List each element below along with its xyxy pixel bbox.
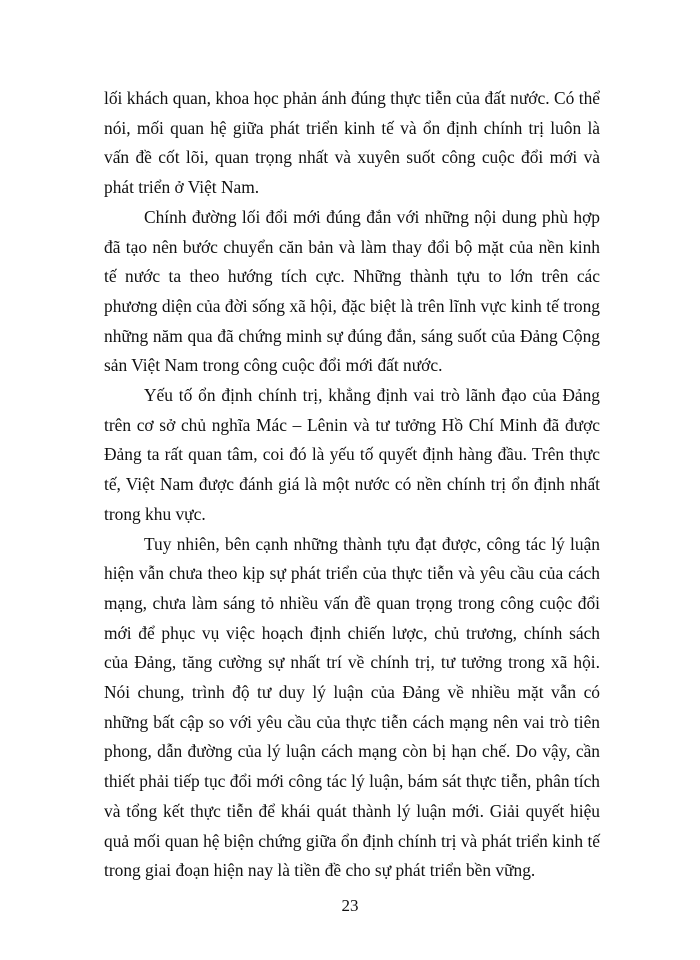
paragraph-4: Tuy nhiên, bên cạnh những thành tựu đạt được, công tác lý luận hiện vẫn chưa theo kịp sự phát triển của thực tiễn và yêu cầu của cách mạng, chưa làm sáng tỏ nhiều vấn đề quan trọng trong công cuộc đổi mới để phục vụ việc hoạch định chiến lược, chủ trương, chính sách của Đảng, tăng cường sự nhất trí về chính trị, tư tưởng trong xã hội. Nói chung, trình độ tư duy lý luận của Đảng về nhiều mặt vẫn có những bất cập so với yêu cầu của thực tiễn cách mạng nên vai trò tiên phong, dẫn đường của lý luận cách mạng còn bị hạn chế. Do vậy, cần thiết phải tiếp tục đổi mới công tác lý luận, bám sát thực tiễn, phân tích và tổng kết thực tiễn để khái quát thành lý luận mới. Giải quyết hiệu quả mối quan hệ biện chứng giữa ổn định chính trị và phát triển kinh tế trong giai đoạn hiện nay là tiền đề cho sự phát triển bền vững.: [104, 533, 600, 881]
paragraph-2: Chính đường lối đổi mới đúng đắn với những nội dung phù hợp đã tạo nên bước chuyển căn bản và làm thay đổi bộ mặt của nền kinh tế nước ta theo hướng tích cực. Những thành tựu to lớn trên các phương diện của đời sống xã hội, đặc biệt là trên lĩnh vực kinh tế trong những năm qua đã chứng minh sự đúng đắn, sáng suốt của Đảng Cộng sản Việt Nam trong công cuộc đổi mới đất nước.: [104, 206, 600, 376]
paragraph-3: Yếu tố ổn định chính trị, khẳng định vai trò lãnh đạo của Đảng trên cơ sở chủ nghĩa Mác – Lênin và tư tưởng Hồ Chí Minh đã được Đảng ta rất quan tâm, coi đó là yếu tố quyết định hàng đầu. Trên thực tế, Việt Nam được đánh giá là một nước có nền chính trị ổn định nhất trong khu vực.: [104, 385, 600, 524]
page-number: 23: [341, 896, 359, 915]
body-text: [104, 84, 600, 886]
paragraph-1: lối khách quan, khoa học phản ánh đúng thực tiễn của đất nước. Có thể nói, mối quan hệ giữa phát triển kinh tế và ổn định chính trị luôn là vấn đề cốt lõi, quan trọng nhất và xuyên suốt công cuộc đổi mới và phát triển ở Việt Nam.: [104, 88, 600, 198]
